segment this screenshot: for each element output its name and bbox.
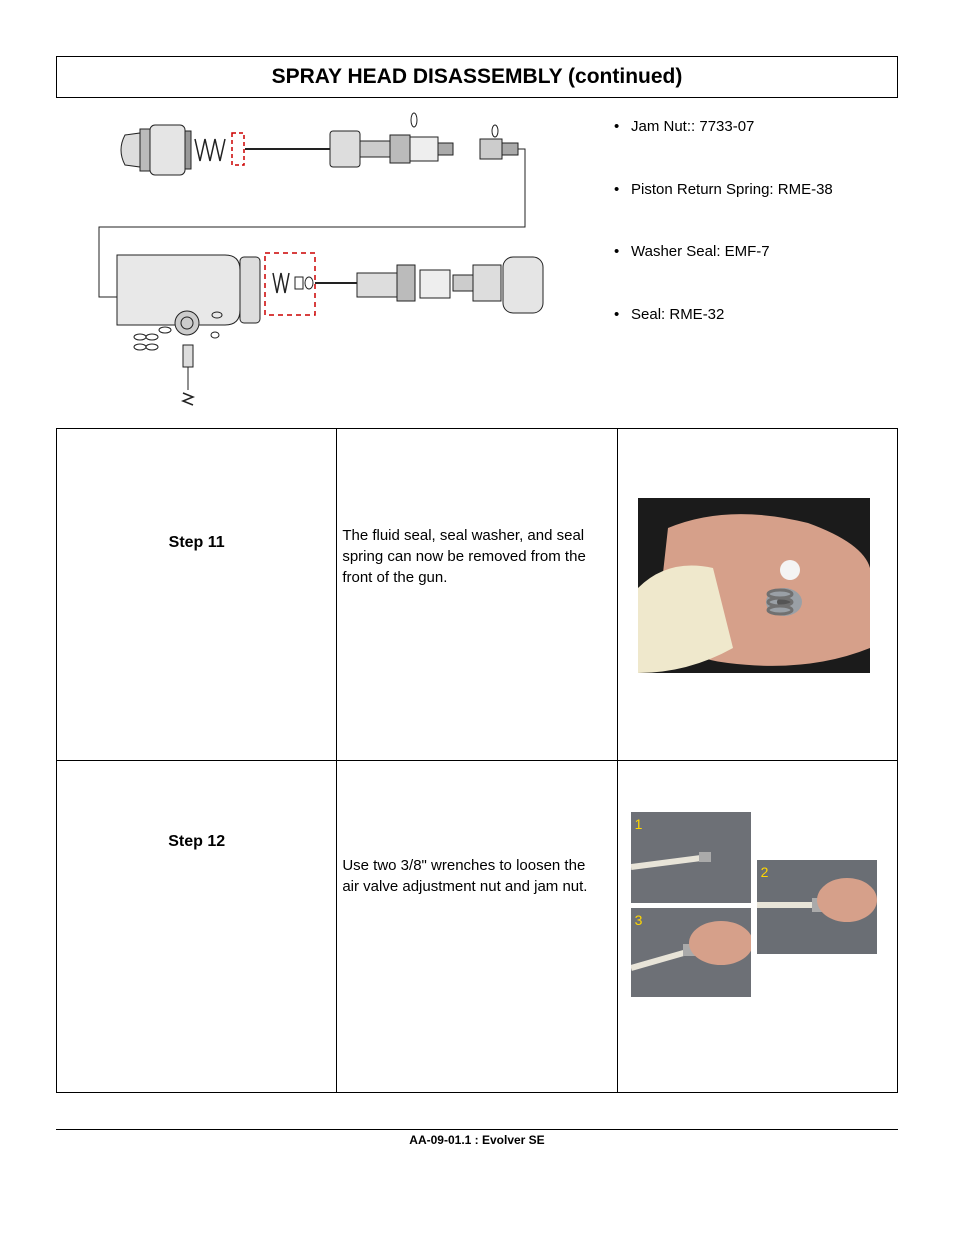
step-photo-cell — [617, 761, 897, 1093]
exploded-view-diagram — [95, 105, 545, 415]
wrench-photo-1 — [631, 812, 751, 903]
step-text-cell — [337, 429, 617, 761]
step-label: Step 11 — [168, 534, 225, 551]
table-row — [57, 429, 898, 761]
step-label-cell — [57, 761, 337, 1093]
footer-divider — [56, 1129, 898, 1130]
wrench-photo-3 — [631, 908, 751, 997]
photo-number: 1 — [634, 816, 643, 832]
steps-table — [56, 428, 898, 1093]
list-item: • Seal: RME-32 — [614, 306, 833, 369]
step-text: The fluid seal, seal washer, and seal spring can now be removed from the front of the gun. — [342, 527, 586, 586]
step-label: Step 12 — [168, 833, 226, 850]
wrench-photo-2 — [757, 860, 877, 954]
photo-number: 2 — [760, 864, 769, 880]
list-item: • Jam Nut:: 7733-07 — [614, 118, 833, 181]
parts-list — [614, 118, 833, 368]
step-photo-cell — [617, 429, 897, 761]
step-label-cell — [57, 429, 337, 761]
page-title: SPRAY HEAD DISASSEMBLY (continued) — [56, 56, 898, 98]
list-item: • Piston Return Spring: RME-38 — [614, 181, 833, 244]
footer-doc-id: AA-09-01.1 : Evolver SE — [409, 1133, 545, 1147]
photo-number: 3 — [634, 912, 643, 928]
list-item: • Washer Seal: EMF-7 — [614, 243, 833, 306]
step-text-cell — [337, 761, 617, 1093]
step-text: Use two 3/8" wrenches to loosen the air valve adjustment nut and jam nut. — [342, 857, 588, 895]
table-row — [57, 761, 898, 1093]
hand-with-seals-photo — [638, 498, 870, 673]
